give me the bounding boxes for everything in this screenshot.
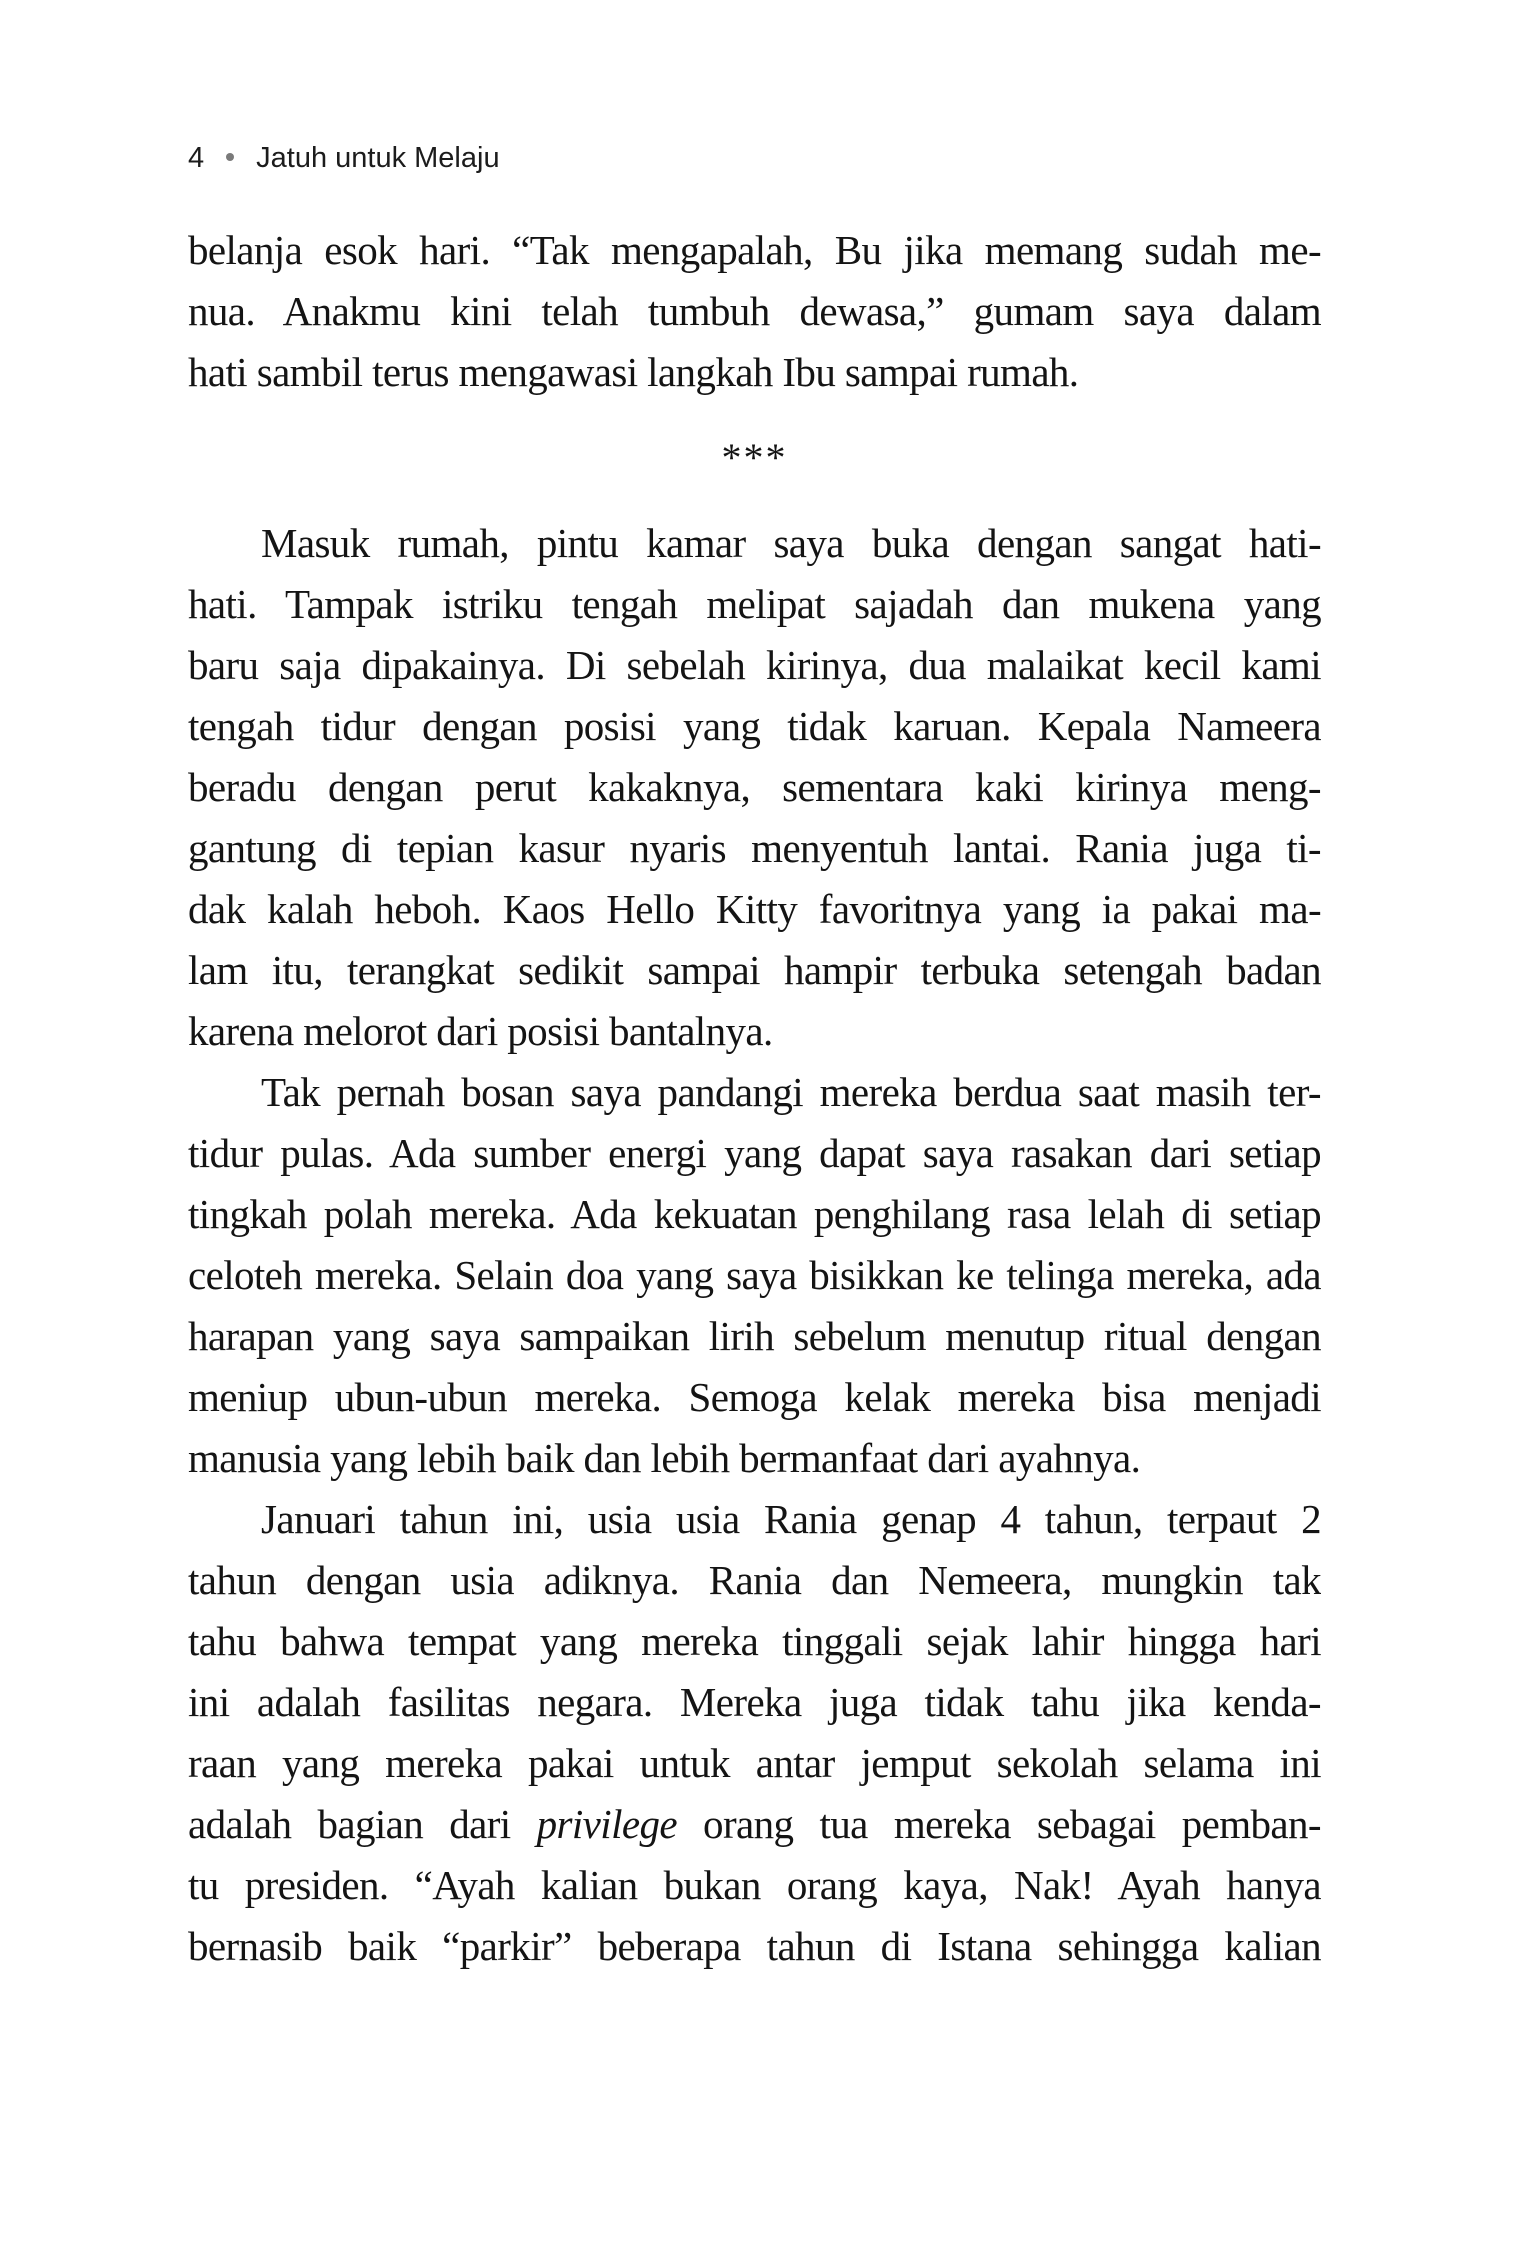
text-line: beradu dengan perut kakaknya, sementara kaki kirinya meng- (188, 764, 1321, 810)
text-line: gantung di tepian kasur nyaris menyentuh lantai. Rania juga ti- (188, 825, 1321, 871)
text-line: tahu bahwa tempat yang mereka tinggali sejak lahir hingga hari (188, 1618, 1321, 1664)
text-line: ini adalah fasilitas negara. Mereka juga tidak tahu jika kenda- (188, 1679, 1321, 1725)
text-line: tu presiden. “Ayah kalian bukan orang kaya, Nak! Ayah hanya (188, 1862, 1321, 1908)
text-run: adalah bagian dari (188, 1801, 537, 1847)
text-line: meniup ubun-ubun mereka. Semoga kelak mereka bisa menjadi (188, 1374, 1321, 1420)
text-line: baru saja dipakainya. Di sebelah kirinya, dua malaikat kecil kami (188, 642, 1321, 688)
text-line: bernasib baik “parkir” beberapa tahun di Istana sehingga kalian (188, 1923, 1321, 1969)
running-head (188, 138, 500, 178)
text-run: orang tua mereka sebagai pemban- (676, 1801, 1321, 1847)
text-line: Tak pernah bosan saya pandangi mereka berdua saat masih ter- (261, 1069, 1321, 1115)
text-line: tidur pulas. Ada sumber energi yang dapat saya rasakan dari setiap (188, 1130, 1321, 1176)
text-line: lam itu, terangkat sedikit sampai hampir terbuka setengah badan (188, 947, 1321, 993)
text-line: hati. Tampak istriku tengah melipat sajadah dan mukena yang (188, 581, 1321, 627)
text-line: dak kalah heboh. Kaos Hello Kitty favoritnya yang ia pakai ma- (188, 886, 1321, 932)
text-line: belanja esok hari. “Tak mengapalah, Bu jika memang sudah me- (188, 227, 1321, 273)
page-number: 4 (188, 142, 205, 174)
text-line: harapan yang saya sampaikan lirih sebelum menutup ritual dengan (188, 1313, 1321, 1359)
bullet-separator-icon (226, 153, 234, 161)
section-break: *** (721, 435, 788, 480)
text-line-with-italic (188, 1794, 1321, 1855)
text-line: tahun dengan usia adiknya. Rania dan Nemeera, mungkin tak (188, 1557, 1321, 1603)
text-line: tingkah polah mereka. Ada kekuatan penghilang rasa lelah di setiap (188, 1191, 1321, 1237)
text-line: tengah tidur dengan posisi yang tidak karuan. Kepala Nameera (188, 703, 1321, 749)
text-line: celoteh mereka. Selain doa yang saya bisikkan ke telinga mereka, ada (188, 1252, 1321, 1298)
text-line: manusia yang lebih baik dan lebih bermanfaat dari ayahnya. (188, 1435, 1141, 1481)
text-line: nua. Anakmu kini telah tumbuh dewasa,” gumam saya dalam (188, 288, 1321, 334)
text-line: Masuk rumah, pintu kamar saya buka dengan sangat hati- (261, 520, 1321, 566)
text-line: raan yang mereka pakai untuk antar jemput sekolah selama ini (188, 1740, 1321, 1786)
italic-term: privilege (536, 1801, 677, 1847)
text-column (188, 220, 1321, 1977)
book-title: Jatuh untuk Melaju (256, 142, 500, 174)
text-line: Januari tahun ini, usia usia Rania genap 4 tahun, terpaut 2 (261, 1496, 1321, 1542)
text-line: hati sambil terus mengawasi langkah Ibu sampai rumah. (188, 349, 1079, 395)
text-line: karena melorot dari posisi bantalnya. (188, 1008, 773, 1054)
